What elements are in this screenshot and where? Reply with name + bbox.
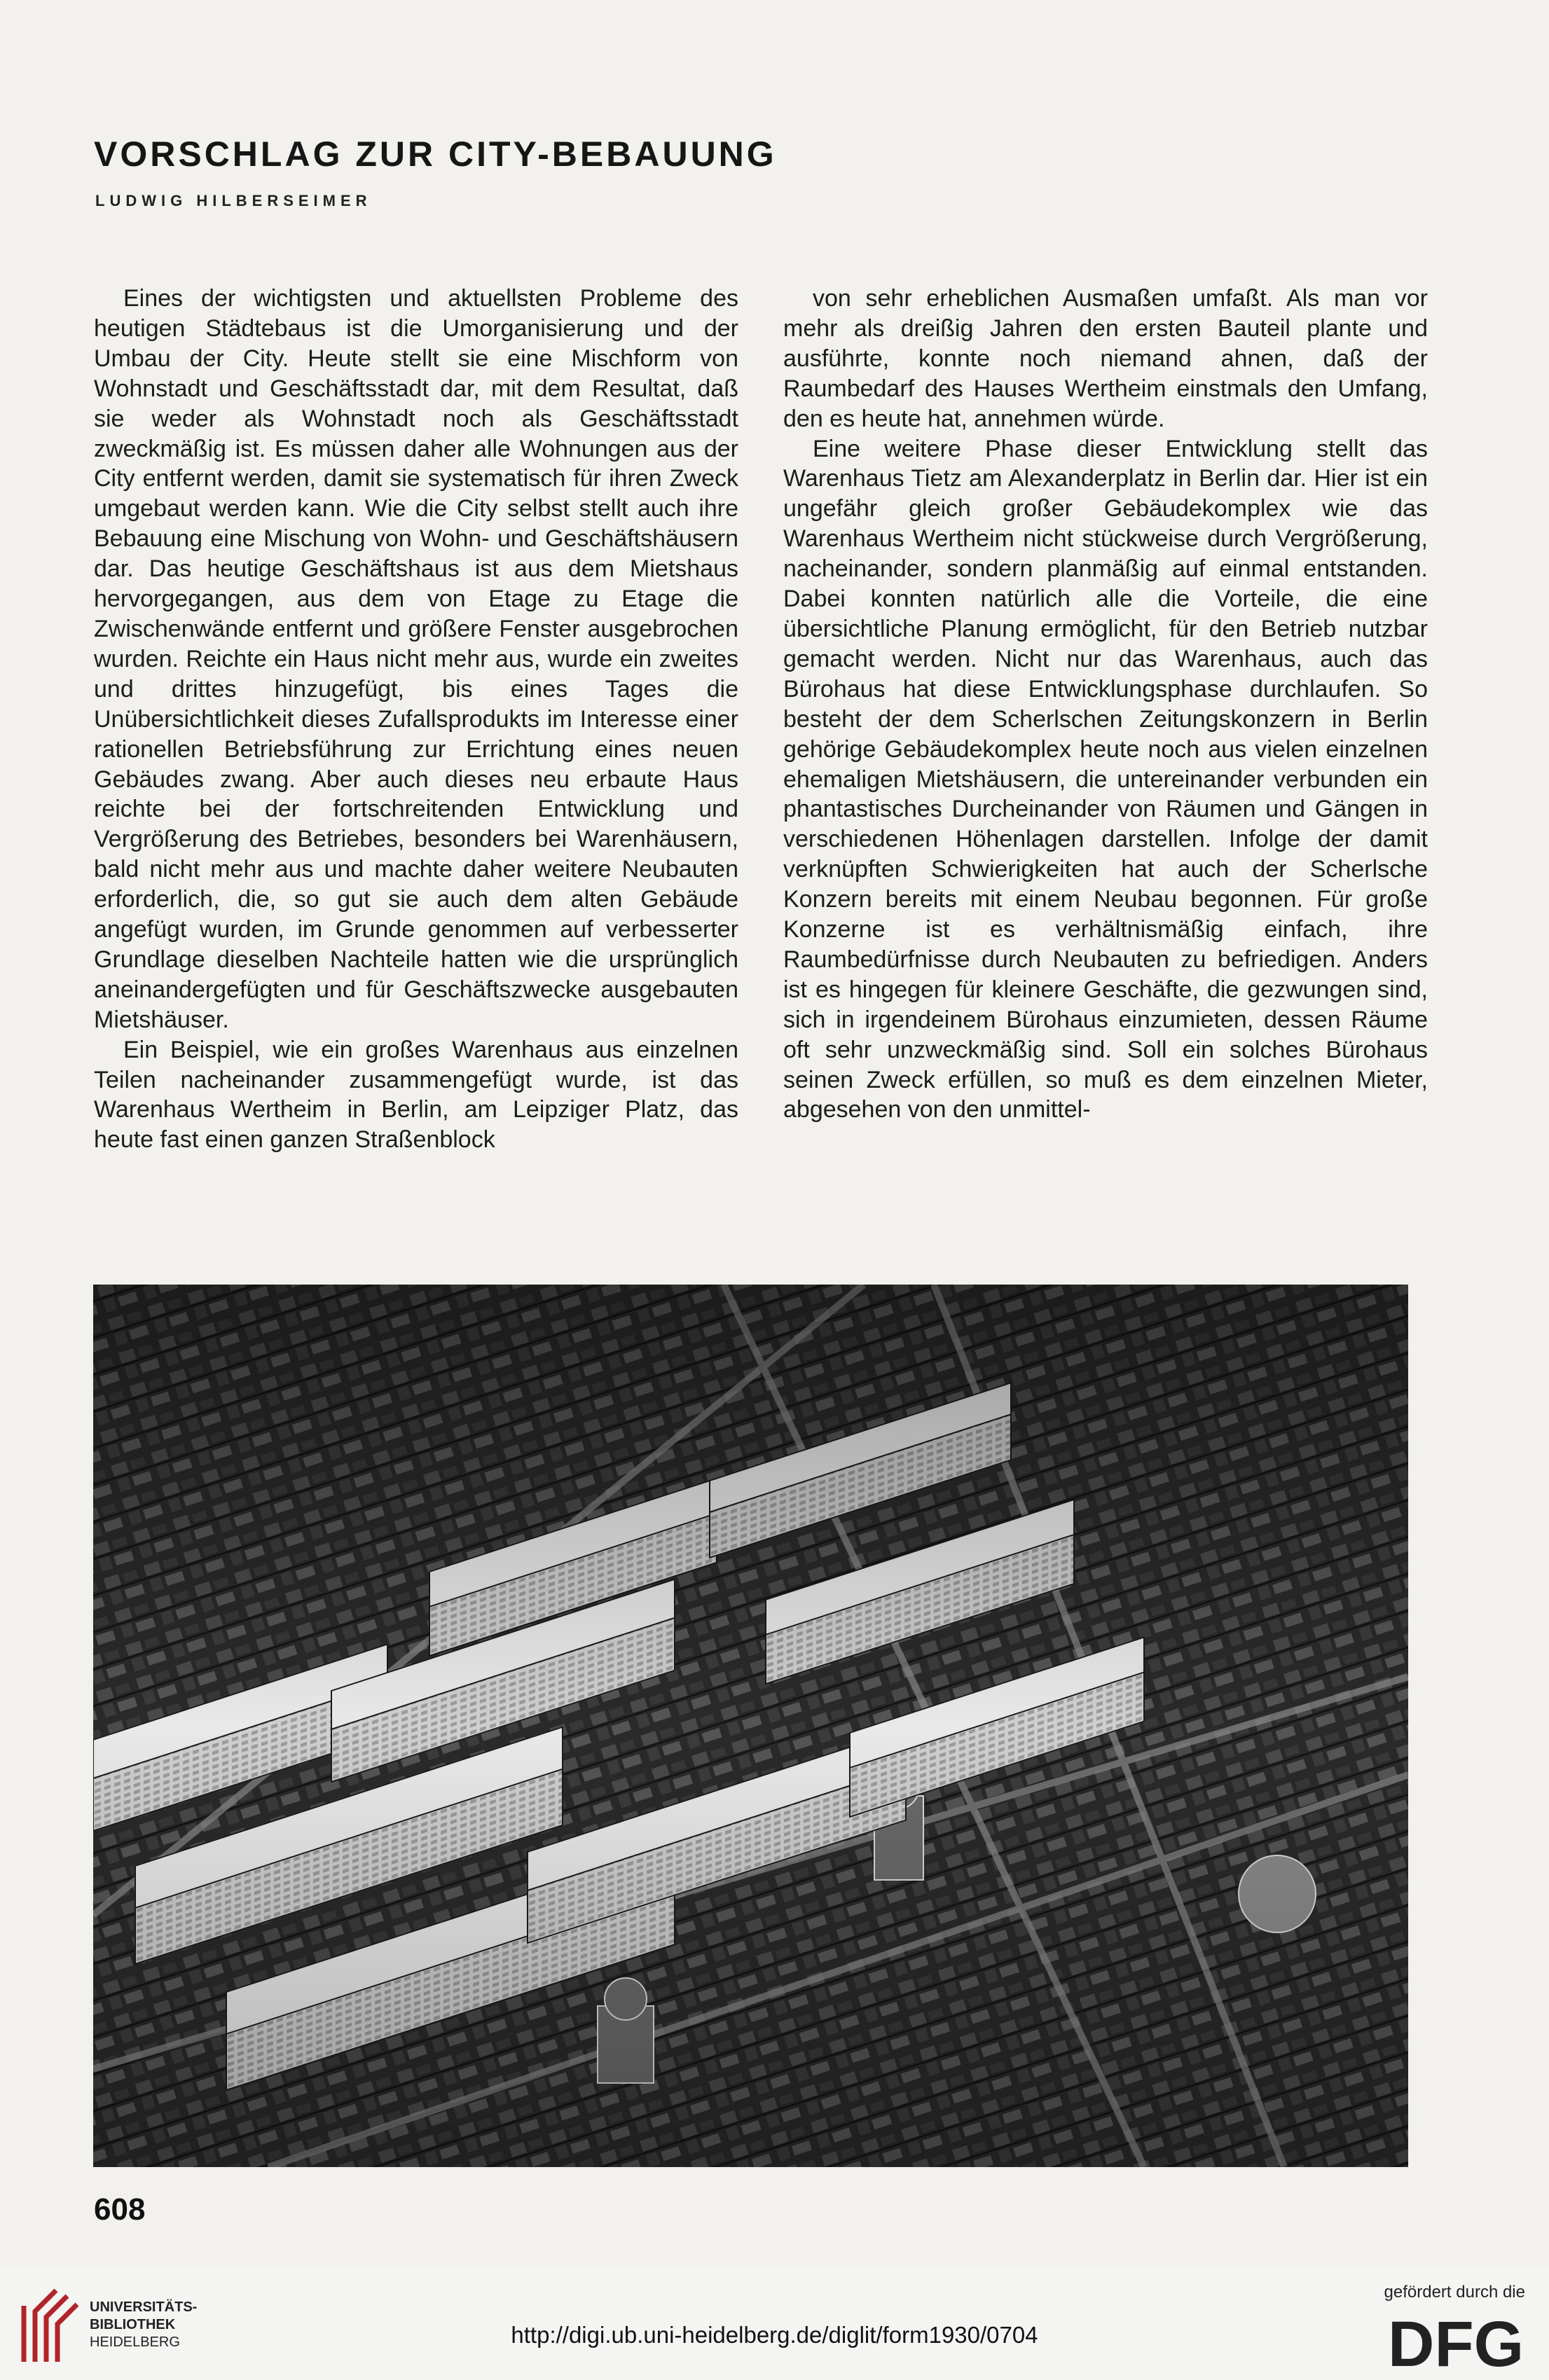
library-name-line: UNIVERSITÄTS- — [90, 2299, 198, 2315]
digitization-footer — [0, 2267, 1549, 2380]
paragraph: Ein Beispiel, wie ein großes Warenhaus aus einzelnen Teilen nacheinander zusammengefügt wurde, ist das Warenhaus Wertheim in Berlin, am Leipziger Platz, das heute fast einen ganzen Straßenblock — [94, 1036, 738, 1154]
text-column-left — [94, 284, 738, 1155]
dfg-logo-icon — [1388, 2313, 1525, 2372]
permalink-url[interactable]: http://digi.ub.uni-heidelberg.de/diglit/form1930/0704 — [511, 2322, 1038, 2348]
aerial-photo-city-proposal — [93, 1285, 1408, 2167]
article-author: LUDWIG HILBERSEIMER — [95, 192, 372, 209]
page-number: 608 — [94, 2192, 146, 2227]
paragraph: von sehr erheblichen Ausmaßen umfaßt. Als man vor mehr als dreißig Jahren den ersten Bauteil plante und ausführte, konnte noch niemand ahnen, daß der Raumbedarf des Hauses Wertheim einstmals den Umfang, den es heute hat, annehmen würde. — [783, 285, 1428, 432]
dfg-logo-text: DFG — [1388, 2313, 1524, 2372]
library-name-line: BIBLIOTHEK — [90, 2317, 176, 2332]
text-column-right — [783, 284, 1428, 1125]
paragraph: Eines der wichtigsten und aktuellsten Probleme des heutigen Städtebaus ist die Umorganisierung und der Umbau der City. Heute stellt sie eine Mischform von Wohnstadt und Geschäftsstadt dar, mit dem Resultat, daß sie weder als Wohnstadt noch als Geschäftsstadt zweckmäßig ist. Es müssen daher alle Wohnungen aus der City entfernt werden, damit sie systematisch für ihren Zweck umgebaut werden kann. Wie die City selbst stellt auch ihre Bebauung eine Mischung von Wohn- und Geschäftshäusern dar. Das heutige Geschäftshaus ist aus dem Mietshaus hervorgegangen, aus dem von Etage zu Etage die Zwischenwände entfernt und größere Fenster ausgebrochen wurden. Reichte ein Haus nicht mehr aus, wurde ein zweites und drittes hinzugefügt, bis eines Tages die Unübersichtlichkeit dieses Zufallsprodukts im Interesse einer rationellen Betriebsführung zur Errichtung eines neuen Gebäudes zwang. Aber auch dieses neu erbaute Haus reichte bei der fortschreitenden Entwicklung und Vergrößerung des Betriebes, besonders bei Warenhäusern, bald nicht mehr aus und machte daher weitere Neubauten erforderlich, die, so gut sie auch dem alten Gebäude angefügt wurden, im Grunde genommen auf verbesserter Grundlage dieselben Nachteile hatten wie die ursprünglich aneinandergefügten und für Geschäftszwecke ausgebauten Mietshäuser. — [94, 285, 738, 1033]
paragraph: Eine weitere Phase dieser Entwicklung stellt das Warenhaus Tietz am Alexanderplatz in Berlin dar. Hier ist ein ungefähr gleich großer Gebäudekomplex wie das Warenhaus Wertheim nicht stückweise durch Vergrößerung, nacheinander, sondern planmäßig auf einmal entstanden. Dabei konnten natürlich alle die Vorteile, die eine übersichtliche Planung ermöglicht, für den Betrieb nutzbar gemacht werden. Nicht nur das Warenhaus, auch das Bürohaus hat diese Entwicklungsphase durchlaufen. So besteht der dem Scherlschen Zeitungskonzern in Berlin gehörige Gebäudekomplex heute noch aus vielen einzelnen ehemaligen Mietshäusern, die untereinander verbunden ein phantastisches Durcheinander von Räumen und Gängen in verschiedenen Höhenlagen darstellen. Infolge der damit verknüpften Schwierigkeiten hat auch der Scherlsche Konzern bereits mit einem Neubau begonnen. Für große Konzerne ist es verhältnismäßig einfach, ihre Raumbedürfnisse durch Neubauten zu befriedigen. Anders ist es hingegen für kleinere Geschäfte, die gezwungen sind, sich in irgendeinem Bürohaus einzumieten, dessen Räume oft sehr unzweckmäßig sind. Soll ein solches Bürohaus seinen Zweck erfüllen, so muß es dem einzelnen Mieter, abgesehen von den unmittel- — [783, 435, 1428, 1123]
funding-note: gefördert durch die — [1384, 2283, 1525, 2302]
library-name-line: HEIDELBERG — [90, 2334, 180, 2350]
article-title: VORSCHLAG ZUR CITY-BEBAUUNG — [94, 134, 777, 174]
